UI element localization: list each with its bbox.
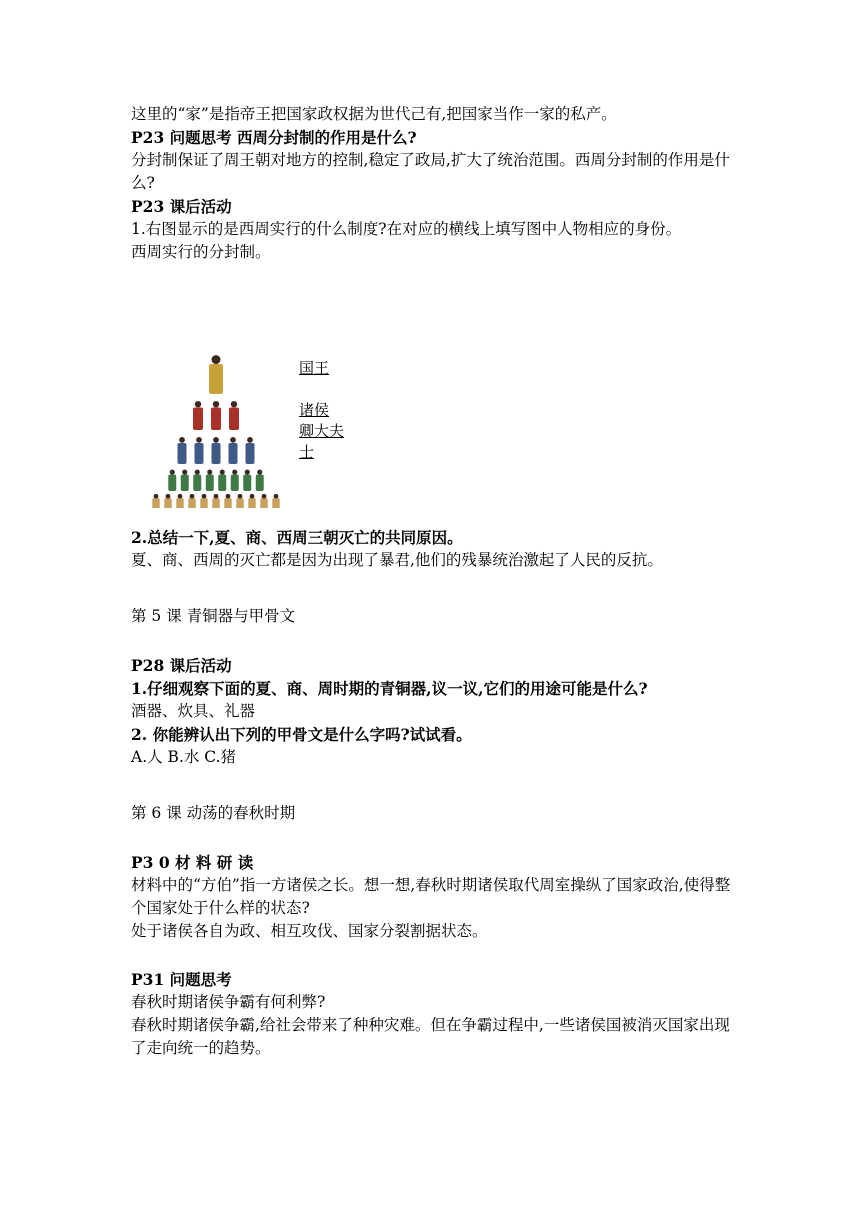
answer-line: 处于诸侯各自为政、相互攻伐、国家分裂割据状态。 (131, 922, 488, 940)
figure-head (238, 494, 243, 499)
section-heading: 2.总结一下,夏、商、西周三朝灭亡的共同原因。 (131, 528, 463, 547)
text-line: 这里的“家”是指帝王把国家政权据为世代己有,把国家当作一家的私产。 (131, 105, 617, 123)
figure-head (231, 401, 237, 407)
figure-body (248, 498, 256, 508)
figure-head (195, 401, 201, 407)
figure-head (274, 494, 279, 499)
figure-body (178, 443, 187, 464)
section-heading: P23 课后活动 (131, 197, 232, 216)
question-line: 春秋时期诸侯争霸有何利弊? (131, 993, 326, 1011)
figure-head (154, 494, 159, 499)
figure-head (182, 470, 187, 475)
figure-head (196, 437, 202, 443)
figure-head (230, 437, 236, 443)
figure-head (262, 494, 267, 499)
paragraph: 1.右图显示的是西周实行的什么制度?在对应的横线上填写图中人物相应的身份。 (131, 220, 682, 238)
figure-body (272, 498, 280, 508)
figure-body (246, 443, 255, 464)
figure-body (260, 498, 268, 508)
figure-head (213, 437, 219, 443)
answer-line: 夏、商、西周的灭亡都是因为出现了暴君,他们的残暴统治激起了人民的反抗。 (131, 551, 663, 569)
figure-body (218, 475, 226, 492)
figure-body (168, 475, 176, 492)
figure-body (195, 443, 204, 464)
figure-head (170, 470, 175, 475)
figure-body (193, 408, 203, 431)
answer-line: A.人 B.水 C.猪 (131, 748, 237, 766)
figure-body (243, 475, 251, 492)
figure-body (209, 364, 223, 394)
figure-head (247, 437, 253, 443)
figure-head (207, 470, 212, 475)
figure-head (212, 355, 221, 364)
figure-body (224, 498, 232, 508)
figure-body (212, 443, 221, 464)
figure-head (214, 494, 219, 499)
paragraph: 分封制保证了周王朝对地方的控制,稳定了政局,扩大了统治范围。西周分封制的作用是什么? (131, 151, 730, 192)
lesson-title: 第 6 课 动荡的春秋时期 (131, 804, 296, 822)
figure-body (236, 498, 244, 508)
figure-head (245, 470, 250, 475)
figure-body (229, 408, 239, 431)
figure-head (202, 494, 207, 499)
figure-head (166, 494, 171, 499)
figure-body (206, 475, 214, 492)
figure-body (200, 498, 208, 508)
figure-body (211, 408, 221, 431)
question-line: 2. 你能辨认出下列的甲骨文是什么字吗?试试看。 (131, 725, 472, 744)
figure-head (178, 494, 183, 499)
answer-line: 酒器、炊具、礼器 (131, 702, 256, 720)
figure-head (179, 437, 185, 443)
figure-body (188, 498, 196, 508)
figure-body (256, 475, 264, 492)
figure-body (176, 498, 184, 508)
figure-body (164, 498, 172, 508)
figure-head (250, 494, 255, 499)
figure-body (212, 498, 220, 508)
figure-head (232, 470, 237, 475)
section-heading: P23 问题思考 西周分封制的作用是什么? (131, 128, 417, 147)
figure-body (193, 475, 201, 492)
document-page (131, 103, 741, 1060)
figure-head (226, 494, 231, 499)
fenfeng-figure (131, 264, 741, 526)
figure-head (213, 401, 219, 407)
label-lords: 诸侯 (299, 401, 330, 419)
label-ministers: 卿大夫 (299, 422, 345, 440)
label-scholars: 士 (299, 443, 315, 461)
answer-line: 西周实行的分封制。 (131, 243, 271, 261)
figure-body (181, 475, 189, 492)
figure-body (152, 498, 160, 508)
section-heading: P3 0 材 料 研 读 (131, 853, 254, 872)
section-heading: P31 问题思考 (131, 970, 232, 989)
section-heading: P28 课后活动 (131, 656, 232, 675)
paragraph: 材料中的“方伯”指一方诸侯之长。想一想,春秋时期诸侯取代周室操纵了国家政治,使得整个国家处于什么样的状态? (131, 876, 731, 917)
figure-body (229, 443, 238, 464)
question-line: 1.仔细观察下面的夏、商、周时期的青铜器,议一议,它们的用途可能是什么? (131, 679, 648, 698)
figure-head (195, 470, 200, 475)
figure-body (231, 475, 239, 492)
feudal-pyramid-icon (145, 348, 287, 508)
pyramid-labels (299, 358, 344, 463)
label-king: 国王 (299, 359, 330, 377)
lesson-title: 第 5 课 青铜器与甲骨文 (131, 607, 296, 625)
figure-head (190, 494, 195, 499)
figure-head (220, 470, 225, 475)
figure-head (257, 470, 262, 475)
paragraph: 春秋时期诸侯争霸,给社会带来了种种灾难。但在争霸过程中,一些诸侯国被消灭国家出现了走向统一的趋势。 (131, 1016, 730, 1057)
